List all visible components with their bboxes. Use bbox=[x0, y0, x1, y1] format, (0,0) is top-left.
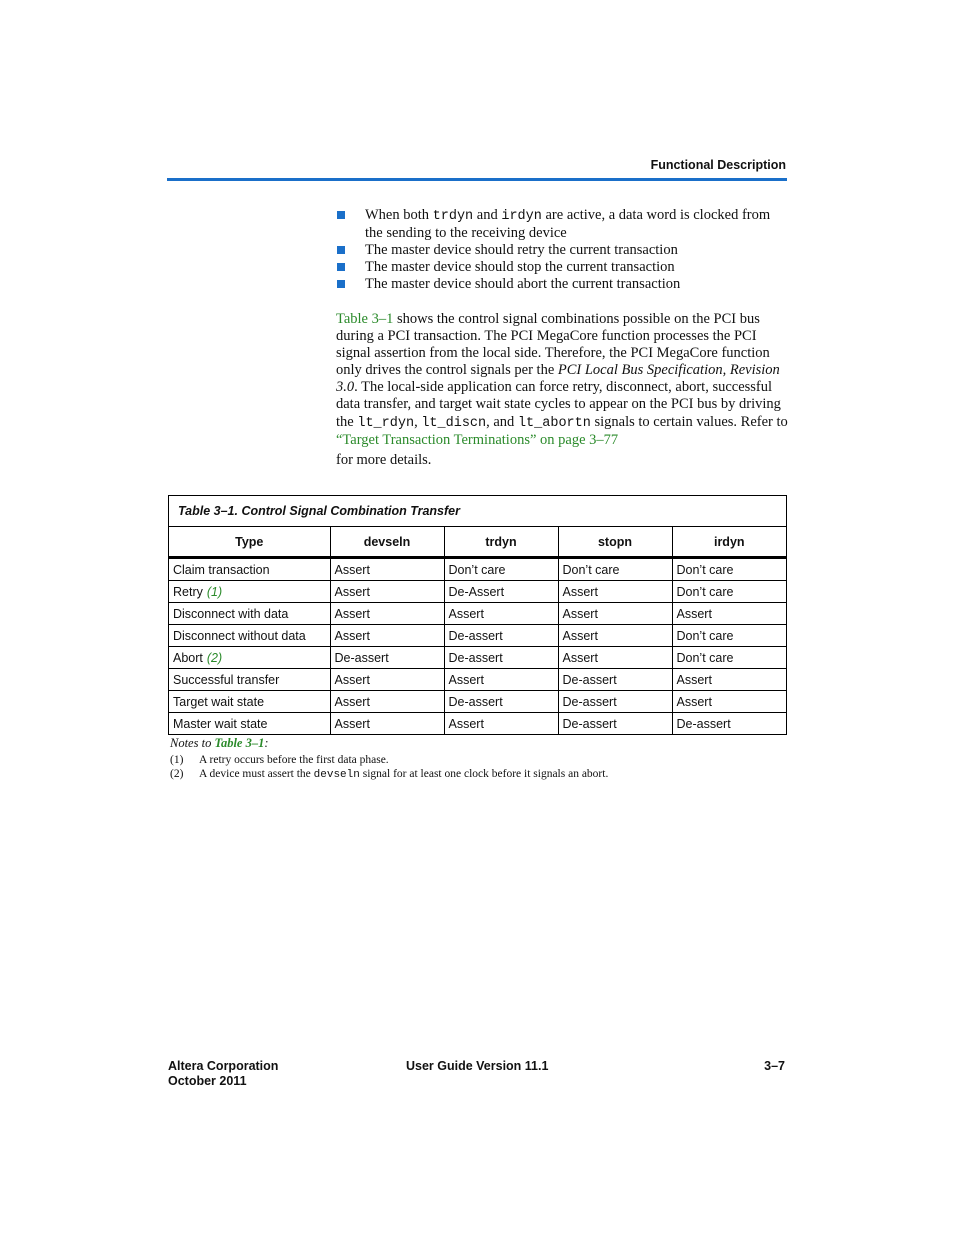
section-link[interactable]: “Target Transaction Terminations” on page 3–77 bbox=[336, 431, 619, 448]
table-cell: Assert bbox=[444, 669, 558, 691]
table-row bbox=[169, 691, 786, 713]
table-cell: Assert bbox=[330, 691, 444, 713]
table-row bbox=[169, 625, 786, 647]
table-cell: Don’t care bbox=[672, 625, 786, 647]
table-cell: Assert bbox=[558, 647, 672, 669]
footnote-link[interactable]: (1) bbox=[206, 584, 223, 599]
table-cell: De-assert bbox=[558, 713, 672, 735]
table-cell: Assert bbox=[330, 669, 444, 691]
page-number: 3–7 bbox=[764, 1059, 785, 1073]
bullet-item: The master device should retry the current transaction bbox=[336, 242, 788, 259]
table-cell: Assert bbox=[330, 558, 444, 581]
table-cell: Don’t care bbox=[672, 647, 786, 669]
table-cell: De-assert bbox=[558, 691, 672, 713]
footer-date: October 2011 bbox=[168, 1074, 247, 1088]
column-header: Type bbox=[169, 527, 330, 558]
footer-left bbox=[168, 1059, 278, 1089]
column-header: stopn bbox=[558, 527, 672, 558]
type-cell: Master wait state bbox=[173, 716, 268, 731]
table-cell: Assert bbox=[330, 581, 444, 603]
table-cell: Don’t care bbox=[672, 581, 786, 603]
table-cell: Assert bbox=[330, 625, 444, 647]
table-cell: De-assert bbox=[672, 713, 786, 735]
table-cell: Assert bbox=[330, 603, 444, 625]
bullet-item: When both trdyn and irdyn are active, a data word is clocked from the sending to the receiving device bbox=[336, 207, 788, 242]
type-cell: Abort bbox=[173, 650, 203, 665]
table-cell: De-assert bbox=[330, 647, 444, 669]
table-cell: Assert bbox=[558, 625, 672, 647]
table-cell: De-assert bbox=[444, 647, 558, 669]
table-cell: Assert bbox=[558, 603, 672, 625]
column-header: irdyn bbox=[672, 527, 786, 558]
table-cell: Assert bbox=[330, 713, 444, 735]
footer-guide: User Guide Version 11.1 bbox=[406, 1059, 549, 1073]
table-row bbox=[169, 713, 786, 735]
table-cell: De-assert bbox=[444, 625, 558, 647]
column-header: devseln bbox=[330, 527, 444, 558]
table-row bbox=[169, 669, 786, 691]
table-row bbox=[169, 558, 786, 581]
notes-title: Notes to Table 3–1: bbox=[170, 736, 269, 750]
table-cell: Assert bbox=[672, 691, 786, 713]
type-cell: Retry bbox=[173, 584, 203, 599]
body-paragraph: Table 3–1 shows the control signal combinations possible on the PCI bus during a PCI transaction. The PCI MegaCore function processes the PCI signal assertion from the local side. Therefore, the PCI MegaCore function only drives the control signals per the PCI Local Bus Specification, Revision 3.0. The local-side application can force retry, disconnect, abort, successful data transfer, and target wait state cycles to appear on the PCI bus by driving the lt_rdyn, lt_discn, and lt_abortn signals to certain values. Refer to “Target Transaction Terminations” on page 3–77 for more details. bbox=[336, 311, 788, 468]
bullet-square-icon bbox=[337, 263, 345, 271]
table-cell: Assert bbox=[444, 603, 558, 625]
table-cell: Don’t care bbox=[444, 558, 558, 581]
table-cell: Don’t care bbox=[672, 558, 786, 581]
table-cell: Assert bbox=[672, 669, 786, 691]
footer-company: Altera Corporation bbox=[168, 1059, 279, 1073]
bullet-square-icon bbox=[337, 280, 345, 288]
type-cell: Disconnect without data bbox=[173, 628, 306, 643]
table-caption: Table 3–1. Control Signal Combination Transfer bbox=[169, 496, 786, 527]
table-row bbox=[169, 647, 786, 669]
table-cell: Assert bbox=[558, 581, 672, 603]
table-header-row bbox=[169, 527, 786, 558]
table-cell: De-assert bbox=[558, 669, 672, 691]
bullet-list bbox=[336, 207, 788, 293]
table-row bbox=[169, 581, 786, 603]
section-title: Functional Description bbox=[650, 158, 786, 172]
bullet-square-icon bbox=[337, 246, 345, 254]
table-notes bbox=[170, 736, 790, 782]
type-cell: Claim transaction bbox=[173, 562, 270, 577]
signal-table bbox=[168, 495, 787, 735]
bullet-item: The master device should abort the current transaction bbox=[336, 276, 788, 293]
type-cell: Target wait state bbox=[173, 694, 265, 709]
type-cell: Successful transfer bbox=[173, 672, 280, 687]
footnote-link[interactable]: (2) bbox=[206, 650, 223, 665]
table-cell: Don’t care bbox=[558, 558, 672, 581]
column-header: trdyn bbox=[444, 527, 558, 558]
table-cell: Assert bbox=[444, 713, 558, 735]
type-cell: Disconnect with data bbox=[173, 606, 289, 621]
bullet-item: The master device should stop the current transaction bbox=[336, 259, 788, 276]
table-row bbox=[169, 603, 786, 625]
note-item: (2) A device must assert the devseln signal for at least one clock before it signals an abort. bbox=[170, 768, 609, 781]
table-cell: Assert bbox=[672, 603, 786, 625]
note-item: (1) A retry occurs before the first data phase. bbox=[170, 754, 389, 766]
bullet-square-icon bbox=[337, 211, 345, 219]
table-cell: De-assert bbox=[444, 691, 558, 713]
header-rule bbox=[167, 178, 787, 181]
notes-table-link[interactable]: Table 3–1 bbox=[214, 736, 265, 750]
table-cell: De-Assert bbox=[444, 581, 558, 603]
table-link[interactable]: Table 3–1 bbox=[336, 311, 394, 327]
